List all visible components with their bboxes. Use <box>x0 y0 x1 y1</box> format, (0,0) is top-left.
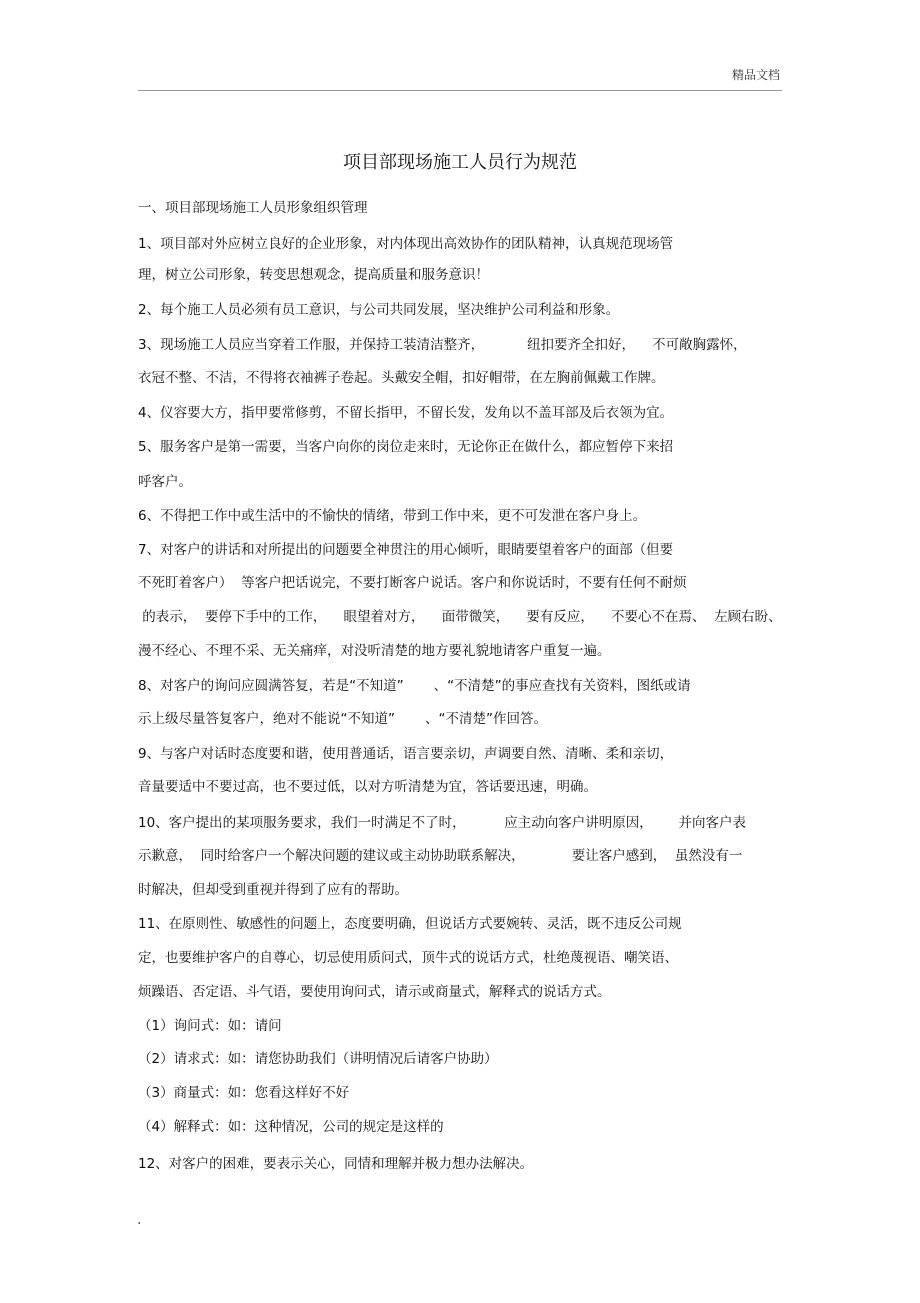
paragraph-line: 12、对客户的困难，要表示关心，同情和理解并极力想办法解决。 <box>138 1156 534 1172</box>
paragraph-line: 5、服务客户是第一需要，当客户向你的岗位走来时，无论你正在做什么，都应暂停下来招 <box>138 439 674 455</box>
paragraph-line: 漫不经心、不理不采、无关痛痒，对没听清楚的地方要礼貌地请客户重复一遍。 <box>138 643 611 659</box>
paragraph-line: 音量要适中不要过高，也不要过低，以对方听清楚为宜，答话要迅速，明确。 <box>138 779 597 795</box>
page-header <box>138 60 782 91</box>
paragraph-line: 理，树立公司形象，转变思想观念，提高质量和服务意识！ <box>138 267 489 283</box>
paragraph-line: 烦躁语、否定语、斗气语，要使用询问式，请示或商量式，解释式的说话方式。 <box>138 984 611 1000</box>
paragraph-line: 11、在原则性、敏感性的问题上，态度要明确，但说话方式要婉转、灵活，既不违反公司规 <box>138 916 682 932</box>
list-item: （4）解释式：如：这种情况，公司的规定是这样的 <box>138 1119 444 1135</box>
paragraph-line: 1、项目部对外应树立良好的企业形象，对内体现出高效协作的团队精神，认真规范现场管 <box>138 236 674 252</box>
paragraph-line: 时解决，但却受到重视并得到了应有的帮助。 <box>138 882 408 898</box>
paragraph-line: 8、对客户的询问应圆满答复，若是“不知道” 、“不清楚”的事应查找有关资料，图纸或请 <box>138 678 691 694</box>
paragraph-line: 7、对客户的讲话和对所提出的问题要全神贯注的用心倾听，眼睛要望着客户的面部（但要 <box>138 542 674 558</box>
paragraph-line: 10、客户提出的某项服务要求，我们一时满足不了时， 应主动向客户讲明原因， 并向客户表 <box>138 815 747 831</box>
paragraph-line: 呼客户。 <box>138 474 192 490</box>
paragraph-line: 示上级尽量答复客户，绝对不能说“不知道” 、“不清楚”作回答。 <box>138 711 548 727</box>
paragraph-line: 2、每个施工人员必须有员工意识，与公司共同发展，坚决维护公司利益和形象。 <box>138 302 620 318</box>
paragraph-line: 3、现场施工人员应当穿着工作服，并保持工装清洁整齐， 纽扣要齐全扣好， 不可敞胸露怀， <box>138 337 747 353</box>
paragraph-line: 9、与客户对话时态度要和谐，使用普通话，语言要亲切，声调要自然、清晰、柔和亲切， <box>138 746 674 762</box>
paragraph-line: 衣冠不整、不洁，不得将衣袖裤子卷起。头戴安全帽，扣好帽带，在左胸前佩戴工作牌。 <box>138 370 665 386</box>
paragraph-line: 示歉意， 同时给客户一个解决问题的建议或主动协助联系解决， 要让客户感到， 虽然没有一 <box>138 848 743 864</box>
paragraph-line: 不死盯着客户） 等客户把话说完，不要打断客户说话。客户和你说话时，不要有任何不耐烦 <box>138 575 687 591</box>
paragraph-line: 6、不得把工作中或生活中的不愉快的情绪，带到工作中来，更不可发泄在客户身上。 <box>138 508 647 524</box>
paragraph-line: 定，也要维护客户的自尊心，切忌使用质问式，顶牛式的说话方式，杜绝蔑视语、嘲笑语、 <box>138 950 678 966</box>
list-item: （3）商量式：如：您看这样好不好 <box>138 1085 350 1101</box>
list-item: （1）询问式：如：请问 <box>138 1018 282 1034</box>
section-heading: 一、项目部现场施工人员形象组织管理 <box>138 200 368 216</box>
footer-mark: . <box>137 1212 142 1228</box>
paragraph-line: 4、仪容要大方，指甲要常修剪，不留长指甲，不留长发，发角以不盖耳部及后衣领为宜。 <box>138 405 674 421</box>
document-title: 项目部现场施工人员行为规范 <box>343 152 577 173</box>
paragraph-line: 的表示， 要停下手中的工作， 眼望着对方， 面带微笑， 要有反应， 不要心不在焉、 左顾右盼、 <box>138 609 782 625</box>
header-label: 精品文档 <box>731 68 780 82</box>
list-item: （2）请求式：如：请您协助我们（讲明情况后请客户协助） <box>138 1051 498 1067</box>
